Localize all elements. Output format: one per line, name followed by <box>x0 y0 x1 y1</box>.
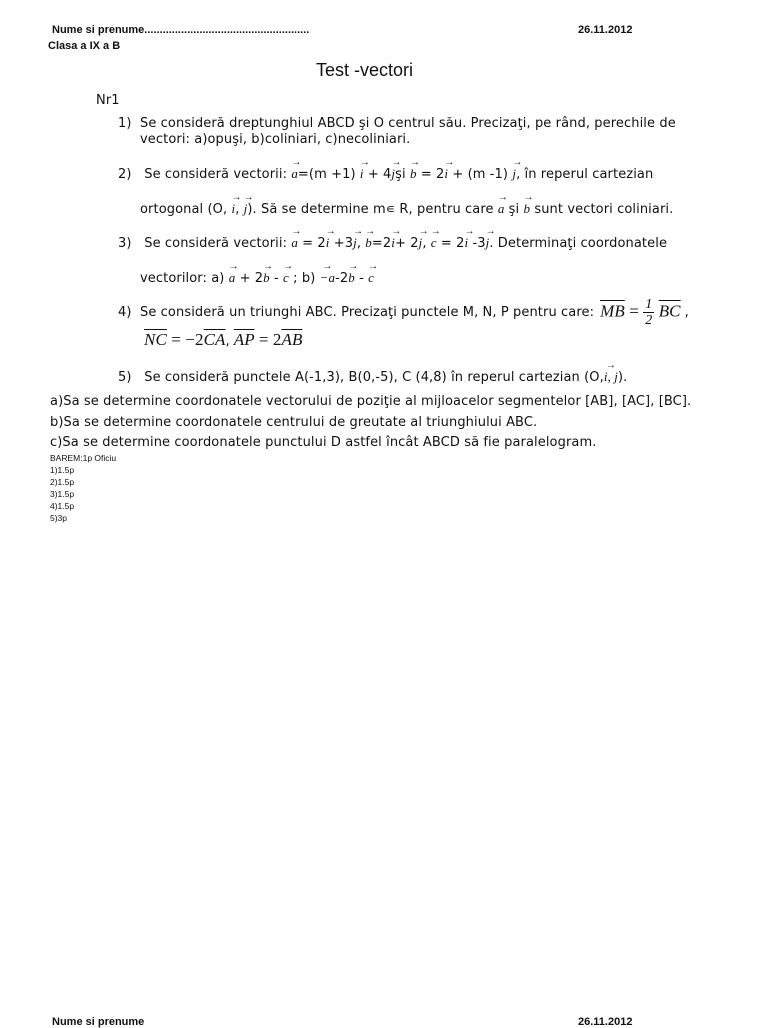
vector-symbol: j <box>418 235 423 250</box>
vector-symbol: c <box>283 270 289 285</box>
problem-text: = 2 <box>440 236 465 251</box>
grading-scheme <box>50 452 116 524</box>
problem-text: -2 <box>335 271 349 286</box>
name-field-label: Nume si prenume...................................................... <box>52 24 310 36</box>
problem-text: sunt vectori coliniari. <box>534 202 674 217</box>
problem-3 <box>118 226 758 287</box>
fraction-one-half <box>643 297 654 328</box>
vector-j <box>418 226 429 251</box>
vector-b <box>409 157 421 182</box>
vector-c <box>283 261 294 286</box>
vector-arrow: → <box>353 226 364 237</box>
vector-arrow: → <box>391 226 402 237</box>
vector-symbol: j <box>512 166 517 181</box>
equals-sign: = <box>629 301 639 321</box>
subquestion-c: c)Sa se determine coordonatele punctului D astfel încât ABCD să fie paralelogram. <box>50 435 597 450</box>
vector-symbol: i <box>359 166 364 181</box>
vector-arrow: → <box>368 261 379 272</box>
problem-text: Se consideră vectorii: <box>144 167 288 182</box>
test-date: 26.11.2012 <box>578 24 633 36</box>
problem-text: + 2 <box>394 236 419 251</box>
vector-symbol: a <box>328 270 336 285</box>
vector-arrow: → <box>291 157 302 168</box>
vector-b <box>348 261 359 286</box>
vector-ab: $\overline{AB}$ <box>281 330 303 349</box>
problem-text: şi <box>395 167 406 182</box>
vector-arrow: → <box>365 226 376 237</box>
vector-a <box>228 261 239 286</box>
vector-symbol: i <box>464 235 469 250</box>
vector-arrow: → <box>430 226 441 237</box>
problem-text: , <box>235 202 240 217</box>
vector-i <box>391 226 402 251</box>
problem-number: 3) <box>118 236 132 251</box>
vector-arrow: → <box>325 226 336 237</box>
vector-i <box>464 226 475 251</box>
vector-symbol: i <box>391 235 395 250</box>
problem-text: , <box>422 236 427 251</box>
vector-ap: $\overline{AP}$ <box>233 330 255 349</box>
problem-number: 2) <box>118 167 132 182</box>
vector-arrow: → <box>523 192 534 203</box>
vector-symbol: j <box>243 201 248 216</box>
problem-1 <box>118 116 748 148</box>
problem-text: = 2 <box>420 167 445 182</box>
problem-2 <box>118 157 758 218</box>
vector-ca: $\overline{CA}$ <box>203 330 226 349</box>
vector-c <box>430 226 441 251</box>
problem-text: , <box>356 236 362 251</box>
vector-i <box>444 157 455 182</box>
vector-b <box>263 261 274 286</box>
problem-text: +3 <box>333 236 354 251</box>
vector-symbol: b <box>409 166 417 181</box>
fraction-denominator: 2 <box>645 313 653 328</box>
vector-i <box>325 226 336 251</box>
equation-part: = 2 <box>258 330 282 349</box>
vector-ij <box>603 360 618 385</box>
problem-text: , <box>684 304 689 320</box>
problem-text: ; b) <box>293 271 316 286</box>
fraction-numerator: 1 <box>645 297 653 312</box>
problem-text: , în reperul cartezian <box>516 167 654 182</box>
subquestion-a: a)Sa se determine coordonatele vectorului de poziţie al mijloacelor segmentelor [AB], [AC], [BC]. <box>50 394 692 409</box>
vector-i <box>359 157 370 182</box>
footer-date: 26.11.2012 <box>578 1016 633 1028</box>
vector-symbol: a <box>291 235 298 250</box>
vector-arrow: → <box>322 261 333 272</box>
problem-text: + 2 <box>239 271 264 286</box>
problem-text: Se consideră vectorii: <box>144 236 288 251</box>
subquestion-b: b)Sa se determine coordonatele centrului de greutate al triunghiului ABC. <box>50 414 538 430</box>
problem-text: ). Să se determine m∊ R, pentru care <box>247 202 494 217</box>
grading-item: 5)3p <box>50 513 68 523</box>
vector-symbol: b <box>523 201 531 216</box>
vector-symbol: b <box>365 235 372 250</box>
grading-item: 4)1.5p <box>50 501 75 511</box>
vector-arrow: → <box>243 192 254 203</box>
footer-name-label: Nume si prenume <box>52 1016 145 1028</box>
vector-symbol: i <box>325 235 330 250</box>
vector-c <box>368 261 379 286</box>
problem-text: şi <box>508 202 520 217</box>
vector-symbol: b <box>263 270 270 285</box>
grading-item: 1)1.5p <box>50 465 75 475</box>
vector-arrow: → <box>359 157 370 168</box>
problem-text: Se consideră un triunghi ABC. Precizaţi punctele M, N, P pentru care: <box>140 304 595 320</box>
vector-minus-a: → −a <box>319 261 336 285</box>
vector-arrow: → <box>485 226 496 237</box>
vector-mb: $\overline{MB}$ <box>600 301 625 321</box>
vector-b <box>523 192 534 217</box>
class-label: Clasa a IX a B <box>48 40 121 52</box>
grading-item: 2)1.5p <box>50 477 75 487</box>
problem-text: - <box>274 271 279 286</box>
problem-number: 5) <box>118 370 132 385</box>
vector-arrow: → <box>409 157 421 168</box>
problem-text: , <box>225 334 230 349</box>
problem-number: 1) <box>118 116 132 131</box>
grading-item: 3)1.5p <box>50 489 75 499</box>
vector-i <box>231 192 242 217</box>
vector-j <box>353 226 364 251</box>
vector-symbol: a <box>291 166 298 181</box>
page-title: Test -vectori <box>316 60 414 80</box>
variant-label: Nr1 <box>96 93 120 108</box>
problem-text: = 2 <box>302 236 326 251</box>
problem-text: vectori: a)opuşi, b)coliniari, c)necoliniari. <box>140 132 411 147</box>
vector-symbol: j <box>391 166 396 181</box>
vector-arrow: → <box>231 192 242 203</box>
vector-j <box>485 226 496 251</box>
problem-text: - <box>359 271 364 286</box>
vector-arrow: → <box>291 226 302 237</box>
vector-symbol: j <box>353 235 357 250</box>
vector-symbol: i <box>231 201 236 216</box>
problem-text: + 4 <box>367 167 392 182</box>
problem-text: ortogonal (O, <box>140 202 228 217</box>
vector-a <box>291 226 302 251</box>
vector-symbol: i <box>444 166 449 181</box>
problem-text: -3 <box>472 236 486 251</box>
problem-text: Se consideră punctele A(-1,3), B(0,-5), C (4,8) în reperul cartezian (O, <box>144 370 604 385</box>
problem-text: =(m +1) <box>297 167 356 182</box>
vector-arrow: → <box>418 226 429 237</box>
vector-arrow: → <box>512 157 523 168</box>
vector-j <box>512 157 523 182</box>
problem-5 <box>118 360 628 386</box>
vector-symbol: b <box>348 270 355 285</box>
vector-symbol: j <box>485 235 490 250</box>
problem-number: 4) <box>118 304 132 320</box>
vector-symbol: c <box>430 235 437 250</box>
vector-symbol: c <box>368 270 375 285</box>
problem-text: =2 <box>371 236 392 251</box>
subquestions <box>50 392 760 454</box>
grading-title: BAREM:1p Oficiu <box>50 453 117 463</box>
equation-part: = −2 <box>171 330 204 349</box>
vector-symbol: i, j <box>603 369 618 384</box>
vector-arrow: → <box>263 261 274 272</box>
vector-a <box>497 192 508 217</box>
vector-arrow: → <box>605 360 616 371</box>
vector-arrow: → <box>391 157 402 168</box>
vector-arrow: → <box>348 261 359 272</box>
problem-4 <box>118 297 758 350</box>
problem-text: + (m -1) <box>452 167 509 182</box>
problem-text: vectorilor: a) <box>140 271 225 286</box>
vector-arrow: → <box>497 192 508 203</box>
vector-nc: $\overline{NC}$ <box>144 330 167 349</box>
problem-text: . Determinaţi coordonatele <box>489 236 668 251</box>
vector-bc: $\overline{BC}$ <box>658 301 681 321</box>
vector-arrow: → <box>228 261 239 272</box>
vector-arrow: → <box>444 157 455 168</box>
vector-arrow: → <box>283 261 294 272</box>
vector-symbol: a <box>497 201 505 216</box>
vector-b <box>365 226 376 251</box>
vector-arrow: → <box>464 226 475 237</box>
problem-text: ). <box>617 370 628 385</box>
problem-text: Se consideră dreptunghiul ABCD şi O centrul său. Precizaţi, pe rând, perechile de <box>140 116 676 131</box>
vector-j <box>243 192 254 217</box>
vector-symbol: a <box>228 270 236 285</box>
vector-a <box>291 157 302 182</box>
